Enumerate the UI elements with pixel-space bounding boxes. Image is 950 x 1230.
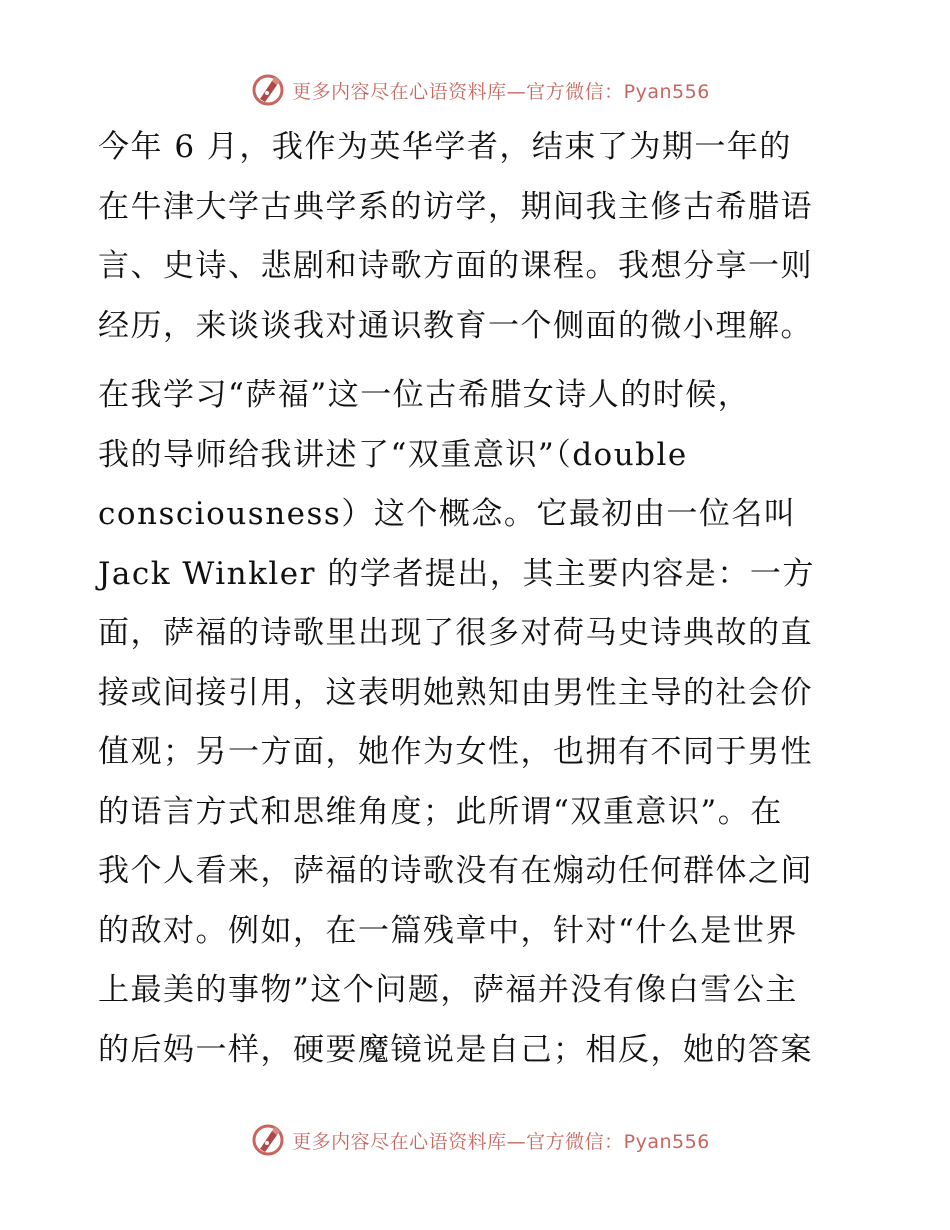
header-banner	[0, 70, 950, 110]
text-line: 接或间接引用，这表明她熟知由男性主导的社会价	[98, 674, 813, 711]
text-line: 我的导师给我讲述了“双重意识”（double	[98, 436, 688, 473]
text-line: 的语言方式和思维角度；此所谓“双重意识”。在	[98, 793, 783, 830]
text-line: 经历，来谈谈我对通识教育一个侧面的微小理解。	[98, 307, 813, 344]
text-line: 言、史诗、悲剧和诗歌方面的课程。我想分享一则	[98, 248, 813, 284]
pen-nib-circle-icon	[250, 72, 286, 108]
text-line: 值观；另一方面，她作为女性，也拥有不同于男性	[98, 734, 813, 770]
text-line: 在牛津大学古典学系的访学，期间我主修古希腊语	[98, 188, 813, 225]
header-banner-inner	[250, 72, 710, 108]
text-line: Jack Winkler 的学者提出，其主要内容是：一方	[98, 555, 815, 592]
paragraph-2	[98, 366, 858, 1080]
text-line: 在我学习“萨福”这一位古希腊女诗人的时候，	[98, 377, 751, 413]
text-line: 的后妈一样，硬要魔镜说是自己；相反，她的答案	[98, 1031, 813, 1068]
footer-banner	[0, 1120, 950, 1160]
document-body	[98, 118, 858, 1080]
text-line: 的敌对。例如，在一篇残章中，针对“什么是世界	[98, 912, 798, 949]
text-line: consciousness）这个概念。它最初由一位名叫	[98, 496, 797, 532]
text-line: 今年 6 月，我作为英华学者，结束了为期一年的	[98, 129, 792, 165]
text-line: 上最美的事物”这个问题，萨福并没有像白雪公主	[98, 972, 798, 1008]
text-line: 面，萨福的诗歌里出现了很多对荷马史诗典故的直	[98, 615, 813, 651]
header-banner-text: 更多内容尽在心语资料库—官方微信：Pyan556	[292, 80, 710, 103]
footer-banner-text: 更多内容尽在心语资料库—官方微信：Pyan556	[292, 1130, 710, 1153]
pen-nib-circle-icon	[250, 1122, 286, 1158]
paragraph-1	[98, 118, 858, 356]
text-line: 我个人看来，萨福的诗歌没有在煽动任何群体之间	[98, 853, 813, 889]
footer-banner-inner	[250, 1122, 710, 1158]
